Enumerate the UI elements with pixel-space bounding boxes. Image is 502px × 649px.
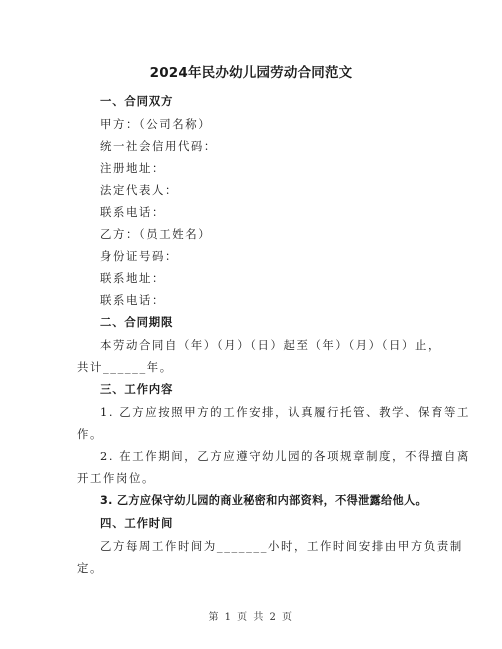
work-item-1-line2: 作。 xyxy=(77,427,103,441)
work-item-3: 3. 乙方应保守幼儿园的商业秘密和内部资料，不得泄露给他人。 xyxy=(100,494,427,507)
work-item-2-line2: 开工作岗位。 xyxy=(77,471,155,485)
party-a-credit-code: 统一社会信用代码： xyxy=(100,139,217,153)
work-item-1-line1: 1. 乙方应按照甲方的工作安排，认真履行托管、教学、保育等工 xyxy=(100,405,471,419)
party-a-legal-rep: 法定代表人： xyxy=(100,183,178,197)
term-paragraph-line2: 共计______年。 xyxy=(77,360,173,374)
section-heading-term: 二、合同期限 xyxy=(100,315,174,329)
term-paragraph-line1: 本劳动合同自（年）（月）（日）起至（年）（月）（日）止， xyxy=(100,338,441,352)
party-b-phone: 联系电话： xyxy=(100,293,165,307)
document-title: 2024年民办幼儿园劳动合同范文 xyxy=(149,65,353,81)
party-b-name: 乙方：（员工姓名） xyxy=(100,227,212,241)
work-item-2-line1: 2. 在工作期间，乙方应遵守幼儿园的各项规章制度，不得擅自离 xyxy=(100,449,471,463)
hours-paragraph-line1: 乙方每周工作时间为_______小时，工作时间安排由甲方负责制 xyxy=(100,539,463,553)
section-heading-work: 三、工作内容 xyxy=(100,382,174,396)
section-heading-parties: 一、合同双方 xyxy=(100,94,174,108)
party-a-name: 甲方：（公司名称） xyxy=(100,117,212,131)
party-a-address: 注册地址： xyxy=(100,161,165,175)
party-b-address: 联系地址： xyxy=(100,271,165,285)
party-a-phone: 联系电话： xyxy=(100,205,165,219)
party-b-id-number: 身份证号码： xyxy=(100,249,178,263)
page-number-footer: 第 1 页 共 2 页 xyxy=(208,612,294,623)
hours-paragraph-line2: 定。 xyxy=(77,561,103,575)
section-heading-hours: 四、工作时间 xyxy=(100,516,174,530)
